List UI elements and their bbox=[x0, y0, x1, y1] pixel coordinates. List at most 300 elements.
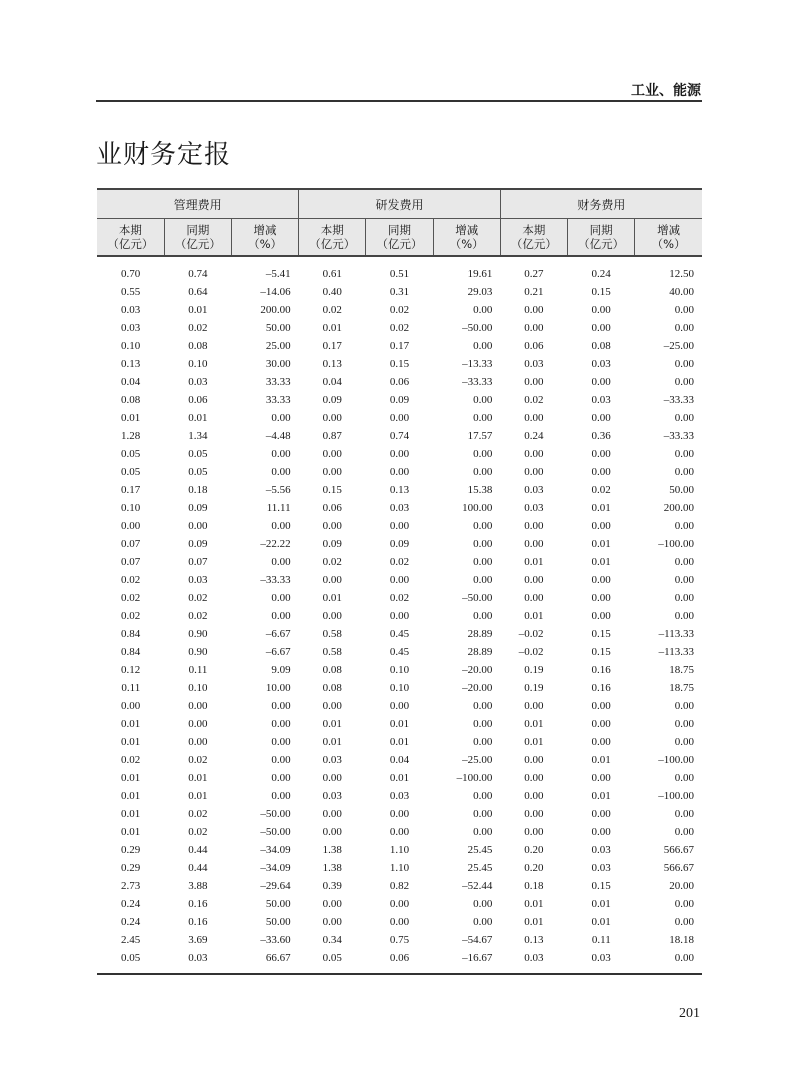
table-cell: 0.11 bbox=[188, 664, 208, 676]
table-cell: 0.00 bbox=[188, 718, 208, 730]
table-cell: 0.02 bbox=[322, 556, 342, 568]
table-row bbox=[97, 517, 702, 535]
table-cell: 0.24 bbox=[591, 268, 611, 280]
table-cell: 0.01 bbox=[524, 718, 544, 730]
table-cell: 0.04 bbox=[389, 754, 410, 766]
table-cell: 0.02 bbox=[389, 322, 410, 334]
table-cell: 0.00 bbox=[271, 718, 291, 730]
table-cell: 0.01 bbox=[188, 304, 208, 316]
table-cell: –113.33 bbox=[658, 646, 694, 658]
table-cell: 0.00 bbox=[591, 376, 611, 388]
table-cell: 0.00 bbox=[524, 826, 544, 838]
table-cell: 0.00 bbox=[322, 916, 342, 928]
table-cell: 0.15 bbox=[322, 484, 342, 496]
table-row bbox=[97, 373, 702, 391]
table-row bbox=[97, 589, 702, 607]
column-header bbox=[635, 219, 702, 257]
table-row bbox=[97, 625, 702, 643]
table-cell: 0.00 bbox=[591, 412, 611, 424]
table-cell: 200.00 bbox=[260, 304, 291, 316]
table-cell: –50.00 bbox=[462, 592, 493, 604]
table-cell: 25.00 bbox=[265, 340, 291, 352]
table-cell: 0.00 bbox=[674, 898, 694, 910]
table-cell: 0.01 bbox=[524, 898, 544, 910]
table-cell: 0.00 bbox=[591, 574, 611, 586]
table-cell: 0.09 bbox=[322, 394, 342, 406]
table-cell: –50.00 bbox=[260, 826, 291, 838]
table-cell: 0.03 bbox=[524, 484, 544, 496]
table-cell: 0.82 bbox=[389, 880, 410, 892]
table-row bbox=[97, 391, 702, 409]
table-cell: 0.02 bbox=[120, 592, 141, 604]
table-cell: 0.03 bbox=[120, 322, 141, 334]
table-cell: 0.00 bbox=[322, 826, 342, 838]
column-header bbox=[97, 219, 164, 257]
table-cell: –33.33 bbox=[663, 394, 694, 406]
running-head: 工业、能源 bbox=[631, 83, 701, 99]
table-cell: 0.00 bbox=[271, 736, 291, 748]
column-header-label: 增减 bbox=[455, 223, 479, 237]
table-cell: 0.02 bbox=[322, 304, 342, 316]
table-cell: 0.01 bbox=[591, 898, 611, 910]
table-cell: 0.16 bbox=[188, 898, 208, 910]
table-cell: 0.17 bbox=[389, 340, 410, 352]
table-cell: 0.00 bbox=[322, 610, 342, 622]
table-cell: 0.00 bbox=[591, 826, 611, 838]
table-cell: 0.03 bbox=[188, 574, 208, 586]
table-cell: 0.07 bbox=[120, 556, 141, 568]
table-cell: 0.00 bbox=[524, 520, 544, 532]
table-cell: 40.00 bbox=[669, 286, 694, 298]
table-cell: 9.09 bbox=[271, 664, 291, 676]
table-row bbox=[97, 715, 702, 733]
column-header-label: 同期 bbox=[589, 223, 613, 237]
table-cell: 0.06 bbox=[524, 340, 544, 352]
table-row bbox=[97, 256, 702, 283]
table-cell: –50.00 bbox=[462, 322, 493, 334]
table-cell: 0.00 bbox=[524, 808, 544, 820]
table-cell: 0.00 bbox=[473, 412, 493, 424]
table-cell: 0.03 bbox=[389, 502, 410, 514]
table-cell: 0.08 bbox=[322, 664, 342, 676]
table-cell: –34.09 bbox=[260, 862, 291, 874]
table-cell: 0.00 bbox=[591, 592, 611, 604]
table-cell: 0.00 bbox=[591, 520, 611, 532]
table-cell: 0.00 bbox=[389, 826, 410, 838]
column-header-label: 增减 bbox=[253, 223, 277, 237]
table-cell: 50.00 bbox=[265, 322, 291, 334]
table-cell: 0.00 bbox=[524, 772, 544, 784]
table-cell: 0.00 bbox=[271, 610, 291, 622]
table-cell: 0.01 bbox=[188, 412, 208, 424]
table-cell: 1.38 bbox=[322, 862, 342, 874]
table-cell: 0.00 bbox=[389, 808, 410, 820]
table-cell: 0.01 bbox=[591, 556, 611, 568]
table-cell: 1.10 bbox=[389, 862, 410, 874]
table-cell: 0.70 bbox=[120, 268, 141, 280]
table-cell: 0.10 bbox=[188, 358, 208, 370]
table-cell: 0.00 bbox=[473, 610, 493, 622]
table-row bbox=[97, 463, 702, 481]
table-cell: 0.00 bbox=[524, 592, 544, 604]
table-cell: 0.00 bbox=[591, 718, 611, 730]
table-cell: 0.01 bbox=[389, 718, 410, 730]
table-cell: 0.00 bbox=[389, 520, 410, 532]
table-cell: 0.00 bbox=[524, 754, 544, 766]
table-cell: 0.00 bbox=[674, 376, 694, 388]
table-cell: 0.58 bbox=[322, 628, 342, 640]
table-cell: 0.15 bbox=[389, 358, 410, 370]
table-cell: 0.03 bbox=[188, 376, 208, 388]
table-row bbox=[97, 949, 702, 967]
column-header bbox=[299, 219, 366, 257]
column-header-unit: （亿元） bbox=[309, 237, 356, 251]
table-cell: 50.00 bbox=[265, 916, 291, 928]
table-cell: 0.01 bbox=[524, 736, 544, 748]
table-cell: 0.00 bbox=[120, 520, 141, 532]
table-cell: 1.10 bbox=[389, 844, 410, 856]
table-cell: 25.45 bbox=[467, 844, 493, 856]
table-cell: 50.00 bbox=[669, 484, 694, 496]
table-cell: 0.00 bbox=[524, 466, 544, 478]
table-cell: 0.01 bbox=[322, 736, 342, 748]
page-title: 业财务定报 bbox=[96, 140, 232, 170]
column-header-label: 本期 bbox=[118, 223, 142, 237]
table-cell: 18.75 bbox=[669, 682, 694, 694]
column-header-unit: （亿元） bbox=[376, 237, 423, 251]
table-cell: 0.90 bbox=[188, 646, 208, 658]
table-cell: –6.67 bbox=[265, 646, 291, 658]
column-header-label: 本期 bbox=[522, 223, 546, 237]
table-cell: 0.01 bbox=[322, 718, 342, 730]
table-cell: 0.08 bbox=[188, 340, 208, 352]
table-body bbox=[97, 256, 702, 967]
table-cell: 0.00 bbox=[674, 952, 694, 964]
table-cell: 0.01 bbox=[524, 916, 544, 928]
table-cell: –22.22 bbox=[260, 538, 291, 550]
table-cell: 0.00 bbox=[322, 808, 342, 820]
table-cell: 0.44 bbox=[188, 862, 208, 874]
column-header-unit: （亿元） bbox=[174, 237, 221, 251]
column-header-label: 同期 bbox=[387, 223, 411, 237]
table-cell: 0.01 bbox=[591, 916, 611, 928]
table-cell: –20.00 bbox=[462, 664, 493, 676]
table-cell: 0.01 bbox=[120, 790, 141, 802]
table-cell: 0.03 bbox=[591, 394, 611, 406]
table-cell: 0.02 bbox=[188, 826, 208, 838]
table-cell: 0.00 bbox=[674, 448, 694, 460]
table-cell: 0.01 bbox=[591, 538, 611, 550]
table-row bbox=[97, 337, 702, 355]
table-cell: 18.18 bbox=[669, 934, 694, 946]
table-cell: 0.10 bbox=[389, 664, 410, 676]
table-cell: –52.44 bbox=[462, 880, 493, 892]
table-row bbox=[97, 805, 702, 823]
table-cell: 1.34 bbox=[188, 430, 208, 442]
table-cell: 12.50 bbox=[669, 268, 694, 280]
table-cell: 0.00 bbox=[524, 538, 544, 550]
table-cell: 0.00 bbox=[389, 448, 410, 460]
table-row bbox=[97, 553, 702, 571]
table-cell: 0.00 bbox=[674, 736, 694, 748]
table-row bbox=[97, 409, 702, 427]
table-cell: 0.00 bbox=[674, 610, 694, 622]
table-cell: 0.01 bbox=[591, 790, 611, 802]
table-cell: 0.16 bbox=[591, 682, 611, 694]
table-cell: 66.67 bbox=[265, 952, 291, 964]
table-cell: 28.89 bbox=[467, 628, 493, 640]
table-cell: 2.73 bbox=[120, 880, 141, 892]
table-cell: –5.56 bbox=[265, 484, 291, 496]
column-header-unit: （亿元） bbox=[510, 237, 557, 251]
table-cell: –33.33 bbox=[462, 376, 493, 388]
table-cell: 0.24 bbox=[120, 916, 141, 928]
table-cell: 0.00 bbox=[473, 790, 493, 802]
table-cell: 0.00 bbox=[591, 322, 611, 334]
group-header-rnd: 研发费用 bbox=[299, 189, 501, 219]
table-cell: 0.74 bbox=[389, 430, 410, 442]
table-row bbox=[97, 913, 702, 931]
table-cell: 25.45 bbox=[467, 862, 493, 874]
table-cell: 0.13 bbox=[524, 934, 544, 946]
table-cell: 28.89 bbox=[467, 646, 493, 658]
group-header-management: 管理费用 bbox=[97, 189, 299, 219]
table-cell: 0.00 bbox=[674, 304, 694, 316]
column-header bbox=[164, 219, 231, 257]
table-cell: –20.00 bbox=[462, 682, 493, 694]
table-cell: 3.69 bbox=[188, 934, 208, 946]
table-cell: 0.00 bbox=[389, 412, 410, 424]
table-cell: 0.00 bbox=[188, 700, 208, 712]
table-cell: 0.00 bbox=[674, 358, 694, 370]
table-cell: 0.00 bbox=[322, 772, 342, 784]
table-cell: 0.11 bbox=[591, 934, 611, 946]
table-row bbox=[97, 499, 702, 517]
table-row bbox=[97, 445, 702, 463]
table-cell: –25.00 bbox=[462, 754, 493, 766]
table-cell: 0.20 bbox=[524, 862, 544, 874]
table-cell: 0.00 bbox=[591, 448, 611, 460]
column-header-unit: （亿元） bbox=[578, 237, 625, 251]
table-cell: 0.00 bbox=[674, 808, 694, 820]
column-header-label: 同期 bbox=[186, 223, 210, 237]
table-cell: 0.00 bbox=[271, 556, 291, 568]
table-cell: 0.13 bbox=[389, 484, 410, 496]
table-cell: 0.00 bbox=[674, 592, 694, 604]
table-cell: 0.02 bbox=[389, 556, 410, 568]
table-cell: 0.00 bbox=[674, 772, 694, 784]
table-cell: 0.15 bbox=[591, 286, 611, 298]
table-bottom-rule bbox=[97, 973, 702, 975]
table-cell: –34.09 bbox=[260, 844, 291, 856]
table-cell: 0.00 bbox=[473, 736, 493, 748]
table-cell: 0.00 bbox=[322, 520, 342, 532]
table-cell: 0.01 bbox=[120, 826, 141, 838]
table-row bbox=[97, 661, 702, 679]
table-cell: 0.01 bbox=[389, 736, 410, 748]
table-cell: 0.55 bbox=[120, 286, 141, 298]
table-cell: 0.34 bbox=[322, 934, 342, 946]
table-cell: 0.08 bbox=[591, 340, 611, 352]
table-cell: 0.00 bbox=[188, 520, 208, 532]
table-cell: 0.18 bbox=[188, 484, 208, 496]
table-cell: 0.03 bbox=[322, 754, 342, 766]
table-row bbox=[97, 481, 702, 499]
table-cell: 0.00 bbox=[271, 520, 291, 532]
table-cell: 18.75 bbox=[669, 664, 694, 676]
table-row bbox=[97, 877, 702, 895]
table-cell: 0.31 bbox=[389, 286, 410, 298]
table-cell: 0.02 bbox=[120, 574, 141, 586]
table-row bbox=[97, 895, 702, 913]
table-cell: 0.87 bbox=[322, 430, 342, 442]
table-cell: –100.00 bbox=[658, 538, 694, 550]
column-header-label: 增减 bbox=[657, 223, 681, 237]
table-cell: 0.44 bbox=[188, 844, 208, 856]
table-cell: 0.51 bbox=[389, 268, 410, 280]
table-cell: 0.75 bbox=[389, 934, 410, 946]
table-cell: 0.03 bbox=[389, 790, 410, 802]
table-cell: 0.03 bbox=[524, 358, 544, 370]
table-row bbox=[97, 301, 702, 319]
table-cell: 15.38 bbox=[467, 484, 493, 496]
table-cell: 0.03 bbox=[591, 862, 611, 874]
table-cell: 33.33 bbox=[265, 394, 291, 406]
table-cell: 0.00 bbox=[271, 772, 291, 784]
table-cell: –33.60 bbox=[260, 934, 291, 946]
table-row bbox=[97, 607, 702, 625]
table-cell: 0.01 bbox=[120, 412, 141, 424]
table-cell: 0.84 bbox=[120, 646, 141, 658]
table-cell: 0.90 bbox=[188, 628, 208, 640]
table-cell: 0.09 bbox=[188, 538, 208, 550]
table-cell: 0.03 bbox=[591, 844, 611, 856]
table-cell: 0.00 bbox=[271, 754, 291, 766]
table-cell: 0.01 bbox=[188, 772, 208, 784]
group-header-row bbox=[97, 189, 702, 219]
table-cell: –25.00 bbox=[663, 340, 694, 352]
table-cell: 0.01 bbox=[524, 556, 544, 568]
table-cell: 0.40 bbox=[322, 286, 342, 298]
table-cell: 0.21 bbox=[524, 286, 544, 298]
table-row bbox=[97, 787, 702, 805]
table-cell: 0.45 bbox=[389, 628, 410, 640]
table-cell: 0.00 bbox=[322, 574, 342, 586]
table-cell: 0.00 bbox=[473, 538, 493, 550]
table-cell: 0.00 bbox=[591, 304, 611, 316]
table-cell: 0.03 bbox=[591, 952, 611, 964]
table-cell: –33.33 bbox=[260, 574, 291, 586]
table-cell: 0.02 bbox=[591, 484, 611, 496]
table-cell: 0.01 bbox=[322, 322, 342, 334]
table-cell: 0.15 bbox=[591, 880, 611, 892]
table-row bbox=[97, 355, 702, 373]
table-cell: 50.00 bbox=[265, 898, 291, 910]
table-cell: 0.24 bbox=[120, 898, 141, 910]
table-cell: 19.61 bbox=[467, 268, 493, 280]
table-cell: 0.00 bbox=[674, 700, 694, 712]
table-cell: 0.00 bbox=[473, 808, 493, 820]
table-cell: 0.36 bbox=[591, 430, 611, 442]
table-cell: 0.64 bbox=[188, 286, 208, 298]
table-row bbox=[97, 859, 702, 877]
table-cell: 0.00 bbox=[120, 700, 141, 712]
table-cell: 0.00 bbox=[524, 304, 544, 316]
table-cell: 0.09 bbox=[188, 502, 208, 514]
table-cell: 0.00 bbox=[591, 808, 611, 820]
table-cell: 200.00 bbox=[663, 502, 694, 514]
table-cell: 0.01 bbox=[524, 610, 544, 622]
table-cell: 0.00 bbox=[473, 826, 493, 838]
table-cell: 0.58 bbox=[322, 646, 342, 658]
expense-table bbox=[97, 188, 702, 967]
table-cell: 0.00 bbox=[389, 916, 410, 928]
table-cell: –100.00 bbox=[456, 772, 493, 784]
table-cell: 0.00 bbox=[674, 916, 694, 928]
table-cell: 0.02 bbox=[524, 394, 544, 406]
table-cell: –5.41 bbox=[265, 268, 291, 280]
table-cell: 0.02 bbox=[188, 322, 208, 334]
table-cell: 0.05 bbox=[120, 466, 141, 478]
table-cell: 11.11 bbox=[266, 502, 291, 514]
table-cell: 0.00 bbox=[322, 448, 342, 460]
table-cell: 0.29 bbox=[120, 844, 141, 856]
table-cell: 0.00 bbox=[674, 556, 694, 568]
table-cell: 0.00 bbox=[591, 610, 611, 622]
table-cell: 566.67 bbox=[663, 862, 694, 874]
table-cell: 0.00 bbox=[591, 466, 611, 478]
table-cell: 0.00 bbox=[271, 592, 291, 604]
table-cell: 0.00 bbox=[271, 448, 291, 460]
table-row bbox=[97, 769, 702, 787]
page-number: 201 bbox=[679, 1006, 700, 1021]
subheader-row bbox=[97, 219, 702, 257]
table-row bbox=[97, 283, 702, 301]
table-cell: 0.00 bbox=[271, 466, 291, 478]
table-cell: 0.00 bbox=[271, 412, 291, 424]
column-header bbox=[568, 219, 635, 257]
table-cell: 0.00 bbox=[591, 700, 611, 712]
table-row bbox=[97, 643, 702, 661]
table-row bbox=[97, 733, 702, 751]
table-row bbox=[97, 427, 702, 445]
table-cell: 0.12 bbox=[120, 664, 141, 676]
table-cell: 0.45 bbox=[389, 646, 410, 658]
table-cell: 3.88 bbox=[188, 880, 208, 892]
table-cell: 0.00 bbox=[473, 394, 493, 406]
table-cell: 100.00 bbox=[462, 502, 493, 514]
table-cell: 0.19 bbox=[524, 664, 544, 676]
table-cell: 0.00 bbox=[389, 610, 410, 622]
table-cell: –13.33 bbox=[462, 358, 493, 370]
table-cell: –14.06 bbox=[260, 286, 291, 298]
table-cell: 0.00 bbox=[473, 520, 493, 532]
table-cell: 20.00 bbox=[669, 880, 694, 892]
table-cell: 0.01 bbox=[591, 502, 611, 514]
table-cell: 0.39 bbox=[322, 880, 342, 892]
table-row bbox=[97, 931, 702, 949]
table-cell: 0.00 bbox=[674, 322, 694, 334]
table-cell: 1.38 bbox=[322, 844, 342, 856]
table-cell: 0.00 bbox=[271, 790, 291, 802]
table-row bbox=[97, 823, 702, 841]
table-cell: 0.01 bbox=[322, 592, 342, 604]
table-cell: 17.57 bbox=[467, 430, 493, 442]
table-cell: 0.01 bbox=[389, 772, 410, 784]
table-cell: 0.24 bbox=[524, 430, 544, 442]
table-cell: 0.10 bbox=[389, 682, 410, 694]
table-row bbox=[97, 319, 702, 337]
